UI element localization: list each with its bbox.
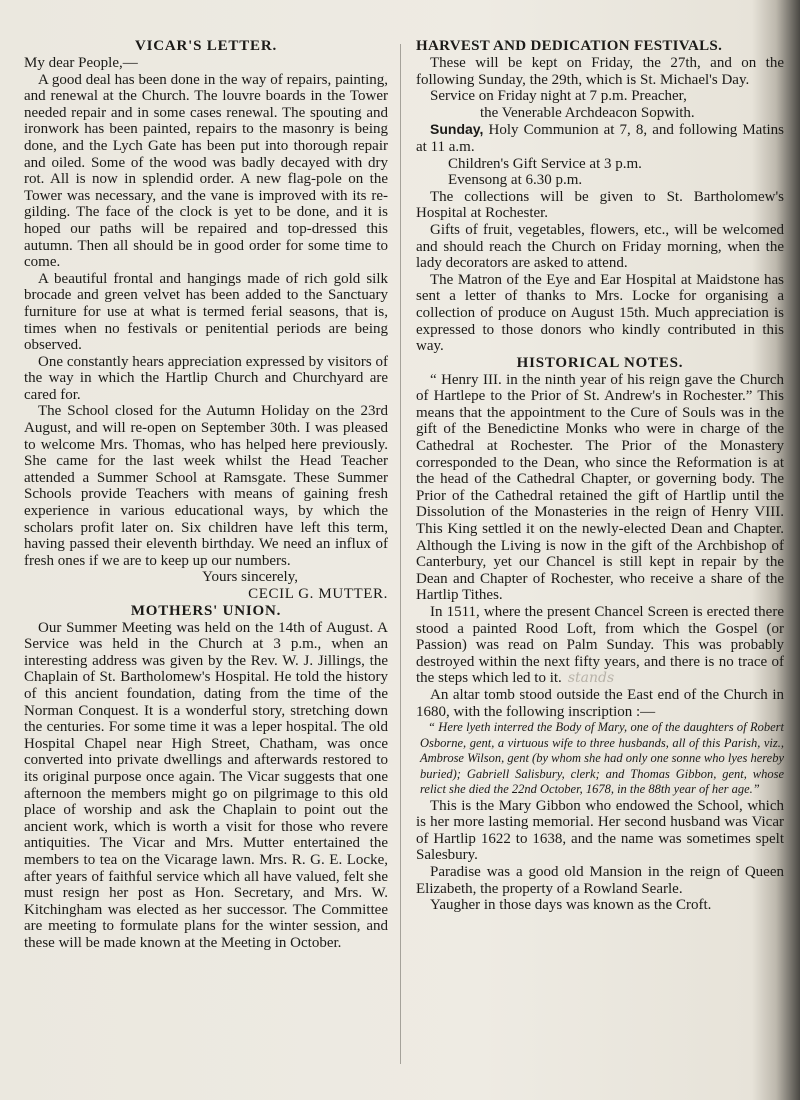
- vicars-letter-heading: VICAR'S LETTER.: [134, 38, 278, 54]
- harvest-heading: HARVEST AND DEDICATION FESTIVALS.: [416, 38, 723, 54]
- mothers-union-paragraph: Our Summer Meeting was held on the 14th of August. A Service was held in the Church at 3 p.m., when an interesting address was given by the Rev. W. J. Jillings, the Chaplain of St. Bartholomew's Hospital. He told the history of this ancient foundation, dating from the time of the Norman Conquest. It is a wonderful story, stretching down the centuries. For some time it was a leper hospital. The old Hospital Chapel near High Street, Chatham, was once converted into private dwellings and afterwards restored to its original purpose once again. The Vicar suggests that one afternoon the members might go on pilgrimage to this old place of worship and ask the Chaplain to point out the ancient work, which is worth a visit for those who revere antiquities. The Vicar and Mrs. Mutter entertained the members to tea on the Vicarage lawn. Mrs. R. G. E. Locke, after years of faithful service which all have valued, felt she must resign her post as Hon. Secretary, and Mrs. W. Kitchingham was elected as her successor. The Committee are meeting to formulate plans for the winter session, and these will be made known at the Meeting in October.: [24, 619, 388, 951]
- sunday-services-text: Holy Communion at 7, 8, and following Matins at 11 a.m.: [416, 122, 784, 155]
- vicar-paragraph-repairs: A good deal has been done in the way of repairs, painting, and renewal at the Church. The louvre boards in the Tower needed repair and in some cases renewal. The spouting and ironwork has been painted, repairs to the masonry is being done, and the Lych Gate has been put into thorough repair and oiled. Some of the wood was badly decayed with dry rot. All is now in splendid order. A new flag-pole on the Tower was necessary, and the vane is improved with its re-gilding. The face of the clock is yet to be done, and it is hoped our paths will be repaired and top-dressed this autumn. Then all should be in good order for some time to come.: [24, 71, 388, 271]
- history-paragraph-henry: “ Henry III. in the ninth year of his reign gave the Church of Hartlepe to the Prior of St. Andrew's in Rochester.” This means that the appointment to the Cure of Souls was in the gift of the Benedictine Monks who were in charge of the Cathedral at Rochester. The Prior of the Monastery corresponded to the Dean, who since the Reformation is at the head of the Cathedral Chapter, or governing body. The Prior of the Cathedral retained the gift of Hartlip until the Dissolution of the Monasteries in the reign of Henry VIII. This King settled it on the newly-elected Dean and Chapter. Although the Living is now in the gift of the Archbishop of Canterbury, yet our Chancel is still kept in repair by the Dean and Chapter of Rochester, who receive a share of the Hartlip Tithes.: [416, 371, 784, 604]
- vicar-paragraph-appreciation: One constantly hears appreciation expressed by visitors of the way in which the Hartlip Church and Churchyard are cared for.: [24, 353, 388, 403]
- harvest-dates: These will be kept on Friday, the 27th, and on the following Sunday, the 29th, which is St. Michael's Day.: [416, 55, 784, 88]
- historical-notes-heading: HISTORICAL NOTES.: [516, 354, 684, 371]
- collections-note: The collections will be given to St. Bartholomew's Hospital at Rochester.: [416, 188, 784, 222]
- vicar-paragraph-school: The School closed for the Autumn Holiday on the 23rd August, and will re-open on September 30th. I was pleased to welcome Mrs. Thomas, who has helped here previously. She came for the last week whilst the Head Teacher attended a Summer School at Ramsgate. These Summer Schools provide Teachers with means of gaining fresh experience in various educational ways, by which the scholars profit later on. Six children have left this term, having passed their eleventh birthday. We need an influx of fresh ones if we are to keep up our numbers.: [24, 403, 388, 569]
- letter-closing: Yours sincerely,: [202, 569, 298, 586]
- history-paragraph-yaugher: Yaugher in those days was known as the Croft.: [430, 897, 712, 914]
- mothers-union-heading: MOTHERS' UNION.: [130, 602, 282, 619]
- rood-loft-text: In 1511, where the present Chancel Screen is erected there stood a painted Rood Loft, from which the Gospel (or Passion) was read on Palm Sunday. This was probably destroyed within the next fifty years, and there is no trace of the steps which led to it.: [416, 604, 784, 687]
- sunday-services: [416, 121, 784, 155]
- sunday-label: Sunday,: [430, 121, 484, 138]
- right-column: [416, 38, 784, 914]
- pencil-annotation: stands: [567, 670, 615, 687]
- childrens-gift-service: Children's Gift Service at 3 p.m.: [448, 155, 642, 172]
- evensong: Evensong at 6.30 p.m.: [448, 172, 583, 189]
- gifts-note: Gifts of fruit, vegetables, flowers, etc., will be welcomed and should reach the Church on Friday morning, when the lady decorators are asked to attend.: [416, 221, 784, 272]
- history-paragraph-mary-gibbon: This is the Mary Gibbon who endowed the School, which is her more lasting memorial. Her second husband was Vicar of Hartlip 1622 to 1638, and the name was sometimes spelt Salesbury.: [416, 797, 784, 864]
- column-divider: [400, 44, 401, 1064]
- friday-preacher: the Venerable Archdeacon Sopwith.: [480, 104, 695, 121]
- matron-thanks: The Matron of the Eye and Ear Hospital at Maidstone has sent a letter of thanks to Mrs. Locke for organising a collection of produce on August 15th. Much appreciation is expressed to those donors who kindly contributed in this way.: [416, 271, 784, 355]
- history-paragraph-paradise: Paradise was a good old Mansion in the reign of Queen Elizabeth, the property of a Rowland Searle.: [416, 864, 784, 897]
- friday-service: Service on Friday night at 7 p.m. Preacher,: [430, 88, 687, 105]
- tomb-inscription: “ Here lyeth interred the Body of Mary, one of the daughters of Robert Osborne, gent, a virtuous wife to three husbands, all of this Parish, viz., Ambrose Wilson, gent (by whom she had only one sonne who lyes hereby buried); Gabriell Salisbury, clerk; and Thomas Gibbon, gent, whose relict she died the 22nd October, 1678, in the 88th year of her age.”: [420, 720, 784, 797]
- letter-signature: CECIL G. MUTTER.: [248, 586, 388, 602]
- salutation: My dear People,—: [24, 55, 138, 71]
- left-column: [24, 38, 388, 951]
- vicar-paragraph-frontal: A beautiful frontal and hangings made of rich gold silk brocade and green velvet has been added to the Sanctuary furniture for use at what is termed ferial seasons, that is, times when no festivals or penitential periods are being observed.: [24, 270, 388, 354]
- history-paragraph-altar-tomb: An altar tomb stood outside the East end of the Church in 1680, with the following inscription :—: [416, 686, 784, 720]
- history-paragraph-rood-loft: [416, 604, 784, 687]
